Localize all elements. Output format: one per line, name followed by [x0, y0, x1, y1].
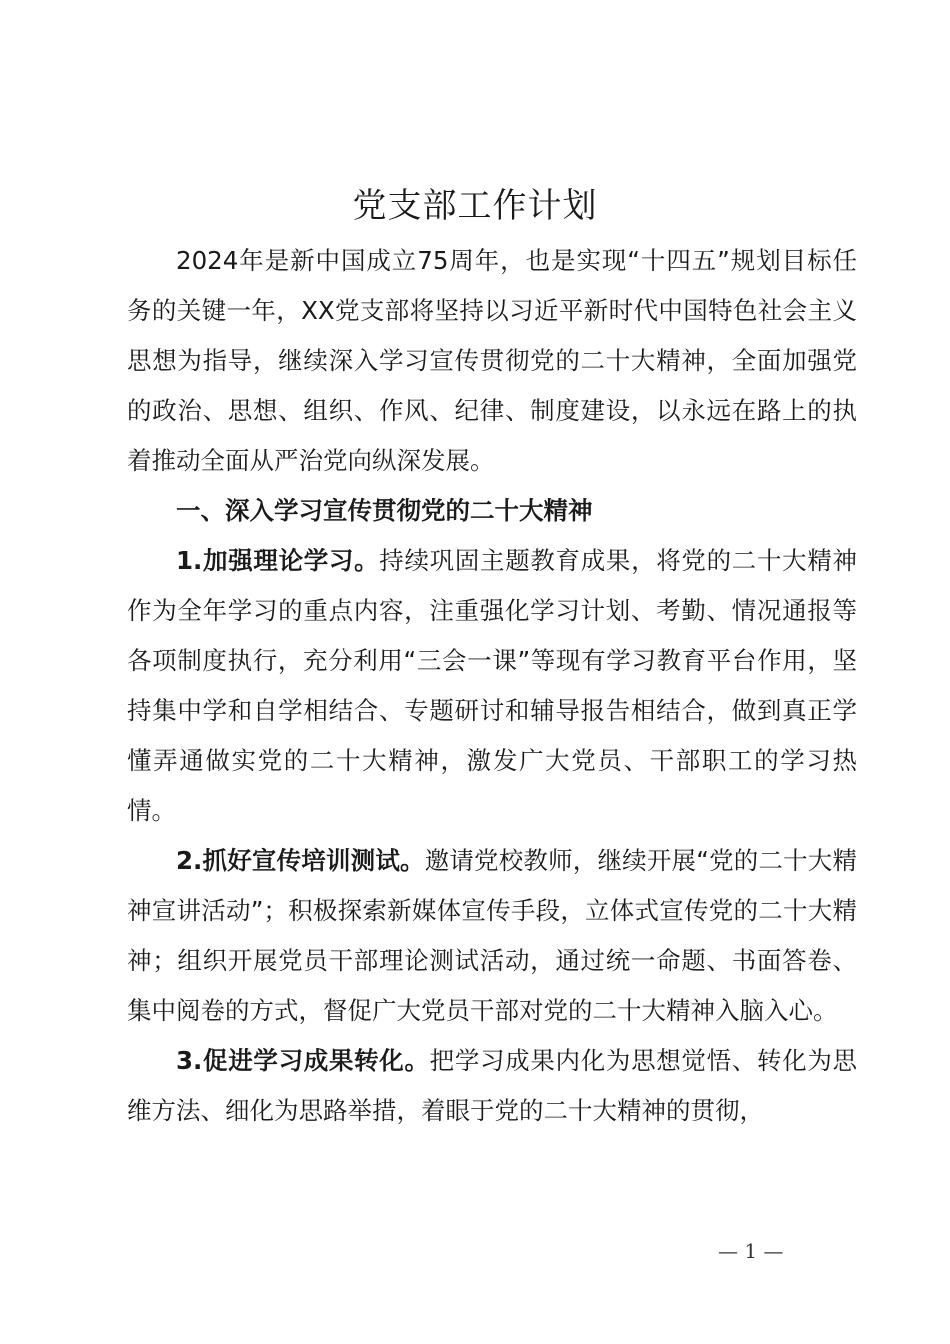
item-lead: 2.抓好宣传培训测试。 — [176, 846, 425, 875]
intro-paragraph: 2024年是新中国成立75周年，也是实现“十四五”规划目标任务的关键一年，XX党支部将坚持以习近平新时代中国特色社会主义思想为指导，继续深入学习宣传贯彻党的二十大精神，全面加强党的政治、思想、组织、作风、纪律、制度建设，以永远在路上的执着推动全面从严治党向纵深发展。 — [127, 246, 857, 475]
page-number: — 1 — — [718, 1239, 784, 1263]
item-text: 把学习成果内化为思想觉悟、转化为思维方法、细化为思路举措，着眼于党的二十大精神的贯彻， — [127, 1046, 857, 1125]
section-heading: 一、深入学习宣传贯彻党的二十大精神 — [176, 496, 593, 525]
item-paragraph-1 — [127, 536, 857, 836]
item-paragraph-2 — [127, 836, 857, 1036]
item-text: 邀请党校教师，继续开展“党的二十大精神宣讲活动”；积极探索新媒体宣传手段，立体式宣传党的二十大精神；组织开展党员干部理论测试活动，通过统一命题、书面答卷、集中阅卷的方式，督促广大党员干部对党的二十大精神入脑入心。 — [127, 846, 857, 1025]
item-lead: 3.促进学习成果转化。 — [176, 1046, 430, 1075]
item-text: 持续巩固主题教育成果，将党的二十大精神作为全年学习的重点内容，注重强化学习计划、考勤、情况通报等各项制度执行，充分利用“三会一课”等现有学习教育平台作用，坚持集中学和自学相结合、专题研讨和辅导报告相结合，做到真正学懂弄通做实党的二十大精神，激发广大党员、干部职工的学习热情。 — [127, 546, 858, 825]
document-body — [127, 236, 857, 1136]
item-paragraph-3 — [127, 1036, 857, 1136]
document-title: 党支部工作计划 — [352, 186, 598, 226]
item-lead: 1.加强理论学习。 — [176, 546, 380, 575]
